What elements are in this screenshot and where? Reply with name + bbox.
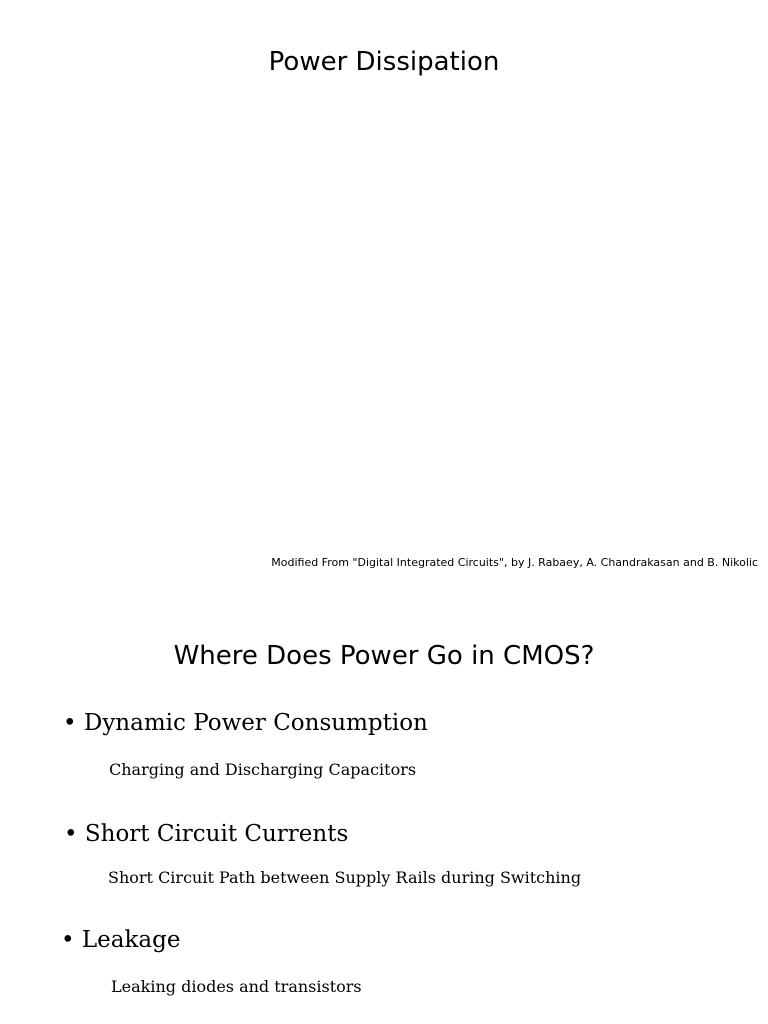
sub-point-dynamic-power: Charging and Discharging Capacitors	[109, 760, 417, 779]
bullet-leakage: • Leakage	[61, 927, 181, 953]
bullet-dynamic-power: • Dynamic Power Consumption	[63, 710, 428, 736]
bullet-short-circuit: • Short Circuit Currents	[64, 821, 349, 847]
sub-point-short-circuit: Short Circuit Path between Supply Rails during Switching	[108, 868, 582, 887]
source-credit: Modified From "Digital Integrated Circuits", by J. Rabaey, A. Chandrakasan and B. Nikolic	[271, 556, 758, 569]
sub-point-leakage: Leaking diodes and transistors	[111, 977, 362, 996]
slide-title: Where Does Power Go in CMOS?	[173, 641, 595, 671]
slide-where-does-power-go	[0, 590, 768, 1024]
slide-title: Power Dissipation	[268, 47, 500, 77]
